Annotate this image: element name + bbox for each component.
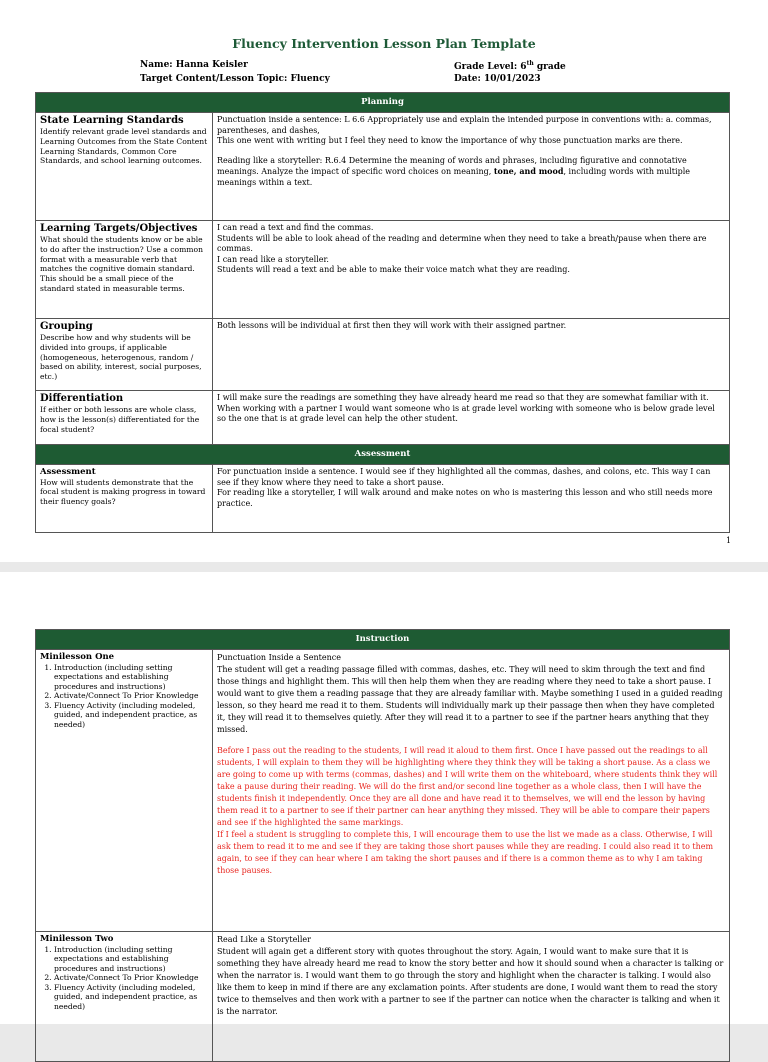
standards-p1: Punctuation inside a sentence: L 6.6 Appropriately use and explain the intended purpose in conventions with: a. commas, parentheses, and dashes, [217,115,712,135]
minilesson-two-heading: Minilesson Two [40,934,114,944]
minilesson-one-heading: Minilesson One [40,652,115,662]
step-item: 1. Introduction (including setting expectations and establishing procedures and instructions) [54,945,208,974]
document-title: Fluency Intervention Lesson Plan Template [232,36,536,51]
standards-heading: State Learning Standards [40,115,184,126]
standards-content-cell [213,113,730,221]
targets-line-1: I can read a text and find the commas. [217,223,374,232]
grouping-heading: Grouping [40,321,93,332]
standards-label-cell [36,113,213,221]
minilesson-two-row [36,932,730,1062]
grouping-content-cell [213,319,730,391]
assessment-p1: For punctuation inside a sentence. I would see if they highlighted all the commas, dashes, and colons, etc. This way I can see if they know where they need to take a short pause. [217,467,711,487]
step-item: 1. Introduction (including setting expectations and establishing procedures and instructions) [54,663,208,692]
differentiation-label-cell [36,391,213,445]
targets-line-2: Students will be able to look ahead of the reading and determine when they need to take a breath/pause when there are commas. [217,233,707,253]
targets-content-cell [213,221,730,319]
targets-heading: Learning Targets/Objectives [40,223,198,234]
targets-label-cell [36,221,213,319]
minilesson-one-red-1: Before I pass out the reading to the students, I will read it aloud to them first. Once I have passed out the readings to all students, I will explain to them they will be highlighting where they think they will be taking a short pause. As a class we are going to come up with terms (commas, dashes) and I will write them on the whiteboard, where students think they will take a pause during their reading. We will do the first and/or second line together as a whole class, then I will have the students finish it independently. Once they are all done and have read it to themselves, we will end the lesson by having them read it to a partner to see if their partner can hear anything they missed. They will be able to compare their papers and see if the highlighted the same markings. [217,746,718,827]
grade-level: Grade Level: 6th grade [454,60,566,72]
targets-line-3: I can read like a storyteller. [217,254,329,264]
standards-description: Identify relevant grade level standards and Learning Outcomes from the State Content Learning Standards, Common Core Standards, and school learning outcomes. [40,127,208,166]
grouping-label-cell [36,319,213,391]
assessment-content-cell [213,465,730,533]
grouping-content: Both lessons will be individual at first then they will work with their assigned partner. [217,321,567,330]
standards-p3: Reading like a storyteller: R.6.4 Determine the meaning of words and phrases, including figurative and connotative meanings. Analyze the impact of specific word choices on meaning, tone, and mood, including words with multiple meanings within a text. [217,155,690,187]
minilesson-one-content-cell [213,650,730,932]
differentiation-heading: Differentiation [40,393,124,404]
targets-description: What should the students know or be able to do after the instruction? Use a common format with a measurable verb that matches the cognitive domain standard. This should be a small piece of the standard stated in measurable terms. [40,235,203,293]
minilesson-one-body: The student will get a reading passage filled with commas, dashes, etc. They will need to skim through the text and find those things and highlight them. This will then help them when they are reading where they need to take a short pause. I would want to give them a reading passage that they are already familiar with. Maybe something I used in a guided reading lesson, so they heard me read it to them. Students will individually mark up their passage then when they have completed it, they will read it to themselves quietly. After they will read it to a partner to see if the partner hears anything that they missed. [217,665,723,734]
assessment-band: Assessment [36,445,730,465]
assessment-row [36,465,730,533]
step-item: 3. Fluency Activity (including modeled, guided, and independent practice, as needed) [54,701,208,730]
targets-line-4: Students will read a text and be able to make their voice match what they are reading. [217,265,570,274]
targets-row [36,221,730,319]
minilesson-two-label-cell [36,932,213,1062]
minilesson-two-content-cell [213,932,730,1062]
assessment-description: How will students demonstrate that the focal student is making progress in toward their fluency goals? [40,477,206,507]
grouping-row [36,319,730,391]
planning-table [35,92,730,533]
differentiation-description: If either or both lessons are whole class, how is the lesson(s) differentiated for the focal student? [40,405,200,434]
instruction-band: Instruction [36,630,730,650]
assessment-label-cell [36,465,213,533]
grouping-description: Describe how and why students will be divided into groups, if applicable (homogeneous, heterogenous, random / based on ability, interest, social purposes, etc.) [40,333,202,382]
page-number: 1 [726,536,732,545]
standards-p2: This one went with writing but I feel they need to know the importance of why those punctuation marks are there. [217,136,683,145]
differentiation-content: I will make sure the readings are something they have already heard me read so that they are somewhat familiar with it. When working with a partner I would want someone who is at grade level working with someone who is below grade level so the one that is at grade level can help the other student. [217,393,715,423]
minilesson-one-row [36,650,730,932]
assessment-p2: For reading like a storyteller, I will walk around and make notes on who is mastering this lesson and who still needs more practice. [217,488,713,508]
step-item: 2. Activate/Connect To Prior Knowledge [54,973,208,983]
differentiation-row [36,391,730,445]
planning-band: Planning [36,93,730,113]
step-item: 2. Activate/Connect To Prior Knowledge [54,691,208,701]
minilesson-one-steps [40,663,208,730]
minilesson-two-steps [40,945,208,1012]
minilesson-one-title: Punctuation Inside a Sentence [217,653,341,662]
instruction-table [35,629,730,1062]
lesson-date: Date: 10/01/2023 [454,74,541,84]
minilesson-one-label-cell [36,650,213,932]
step-item: 3. Fluency Activity (including modeled, guided, and independent practice, as needed) [54,983,208,1012]
minilesson-two-title: Read Like a Storyteller [217,935,311,944]
minilesson-one-red-2: If I feel a student is struggling to complete this, I will encourage them to use the list we made as a class. Otherwise, I will ask them to read it to me and see if they are taking those short pauses while they are reading. I could also read it to them again, to see if they can hear where I am taking the short pauses and if there is a common theme as to why I am taking those pauses. [217,830,714,875]
lesson-topic: Target Content/Lesson Topic: Fluency [140,74,330,84]
assessment-heading: Assessment [40,467,96,477]
document-page-2 [0,572,768,1024]
student-name: Name: Hanna Keisler [140,60,248,70]
standards-row [36,113,730,221]
differentiation-content-cell [213,391,730,445]
minilesson-two-body: Student will again get a different story with quotes throughout the story. Again, I would want to make sure that it is something they have already heard me read to know the story better and how it should sound when a character is talking or when the narrator is. I would want them to go through the story and highlight when the character is talking. I would also like them to keep in mind if there are any exclamation points. After students are done, I would want them to read the story twice to themselves and then work with a partner to see if the partner can notice when the character is talking and when it is the narrator. [217,947,724,1016]
